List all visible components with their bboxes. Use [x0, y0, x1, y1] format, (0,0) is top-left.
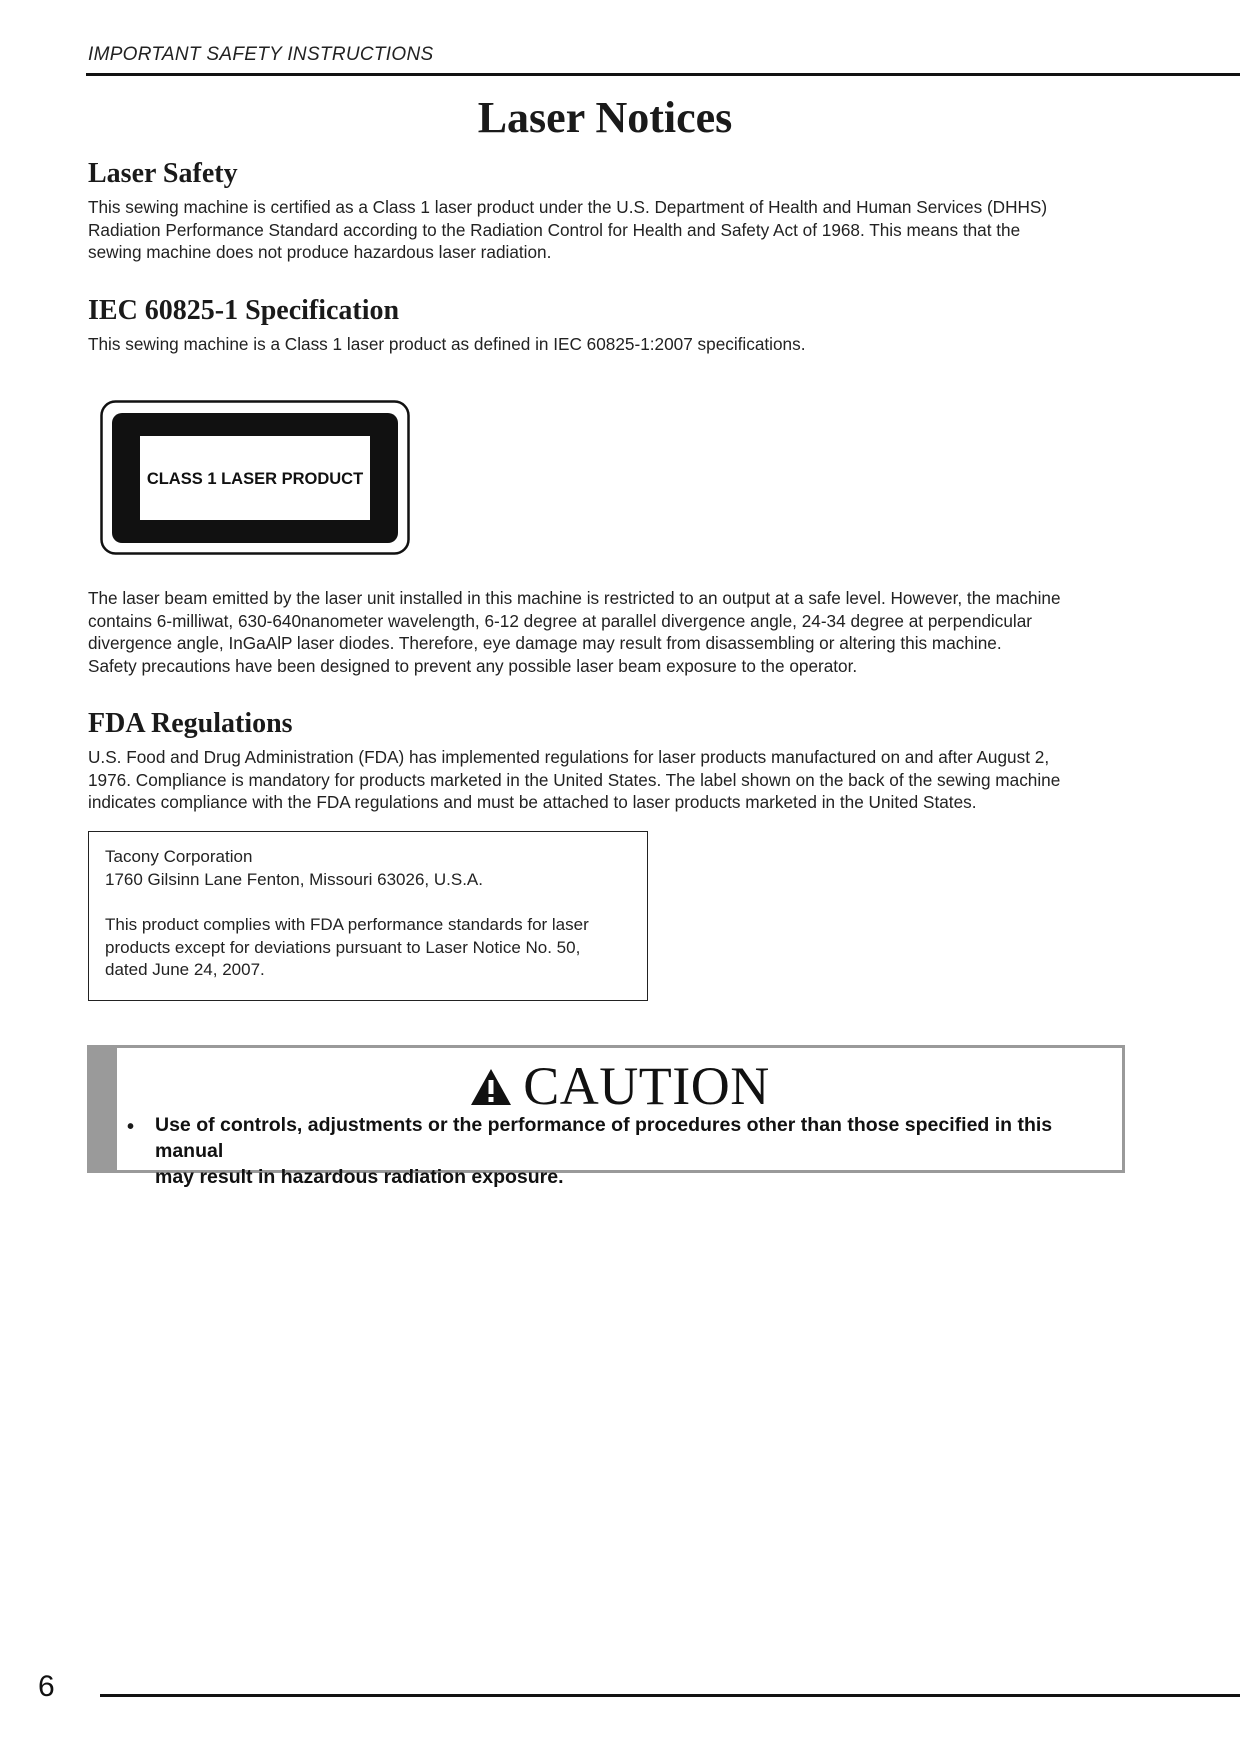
header-rule [86, 73, 1240, 76]
caution-heading [117, 1056, 1122, 1119]
bullet-marker: • [127, 1116, 135, 1138]
caution-box [87, 1045, 1125, 1188]
text-line: may result in hazardous radiation exposure. [155, 1166, 564, 1188]
page-number: 6 [38, 1670, 55, 1703]
text-line: indicates compliance with the FDA regulations and must be attached to laser products marketed in the United States. [88, 792, 977, 812]
text-line: contains 6-milliwat, 630-640nanometer wavelength, 6-12 degree at parallel divergence angle, 24-34 degree at perpendicular [88, 610, 1033, 631]
warning-triangle-icon [469, 1059, 513, 1119]
laser-label-text: CLASS 1 LASER PRODUCT [146, 470, 364, 488]
text-line: Safety precautions have been designed to prevent any possible laser beam exposure to the operator. [88, 655, 858, 676]
text-line: divergence angle, InGaAlP laser diodes. Therefore, eye damage may result from disassembling or altering this machine. [88, 633, 1002, 653]
caution-text [155, 1112, 1115, 1190]
laser-label-graphic [100, 400, 410, 555]
heading-iec-specification: IEC 60825-1 Specification [88, 295, 400, 326]
fda-compliance-label [88, 831, 648, 1001]
text-line: This sewing machine is certified as a Class 1 laser product under the U.S. Department of Health and Human Services (DHHS) [88, 197, 1048, 217]
company-name: Tacony Corporation [105, 847, 253, 866]
iec-paragraph [88, 333, 1123, 356]
fda-paragraph [88, 746, 1123, 814]
caution-panel [117, 1048, 1122, 1188]
text-line: products except for deviations pursuant to Laser Notice No. 50, [105, 937, 581, 957]
heading-laser-safety: Laser Safety [88, 158, 238, 189]
text-line: Radiation Performance Standard according to the Radiation Control for Health and Safety Act of 1968. This means that the [88, 219, 1021, 240]
heading-fda-regulations: FDA Regulations [88, 708, 293, 739]
text-line: Use of controls, adjustments or the performance of procedures other than those specified in this manual [155, 1114, 1053, 1162]
page-title: Laser Notices [477, 93, 733, 142]
text-line: 1976. Compliance is mandatory for products marketed in the United States. The label shown on the back of the sewing machine [88, 769, 1061, 790]
text-line: dated June 24, 2007. [105, 960, 265, 979]
text-line: U.S. Food and Drug Administration (FDA) has implemented regulations for laser products manufactured on and after August 2, [88, 747, 1050, 767]
text-line: sewing machine does not produce hazardous laser radiation. [88, 242, 552, 262]
laser-beam-paragraph [88, 587, 1123, 677]
caution-title: CAUTION [523, 1056, 770, 1116]
company-address: 1760 Gilsinn Lane Fenton, Missouri 63026, U.S.A. [105, 869, 483, 889]
class-1-laser-label [100, 400, 410, 555]
text-line: This sewing machine is a Class 1 laser product as defined in IEC 60825-1:2007 specifications. [88, 334, 806, 354]
footer-rule [100, 1694, 1240, 1697]
text-line: This product complies with FDA performance standards for laser [105, 915, 589, 934]
laser-safety-paragraph [88, 196, 1123, 264]
running-header: IMPORTANT SAFETY INSTRUCTIONS [88, 44, 434, 65]
text-line: The laser beam emitted by the laser unit installed in this machine is restricted to an output at a safe level. However, the machine [88, 588, 1061, 608]
